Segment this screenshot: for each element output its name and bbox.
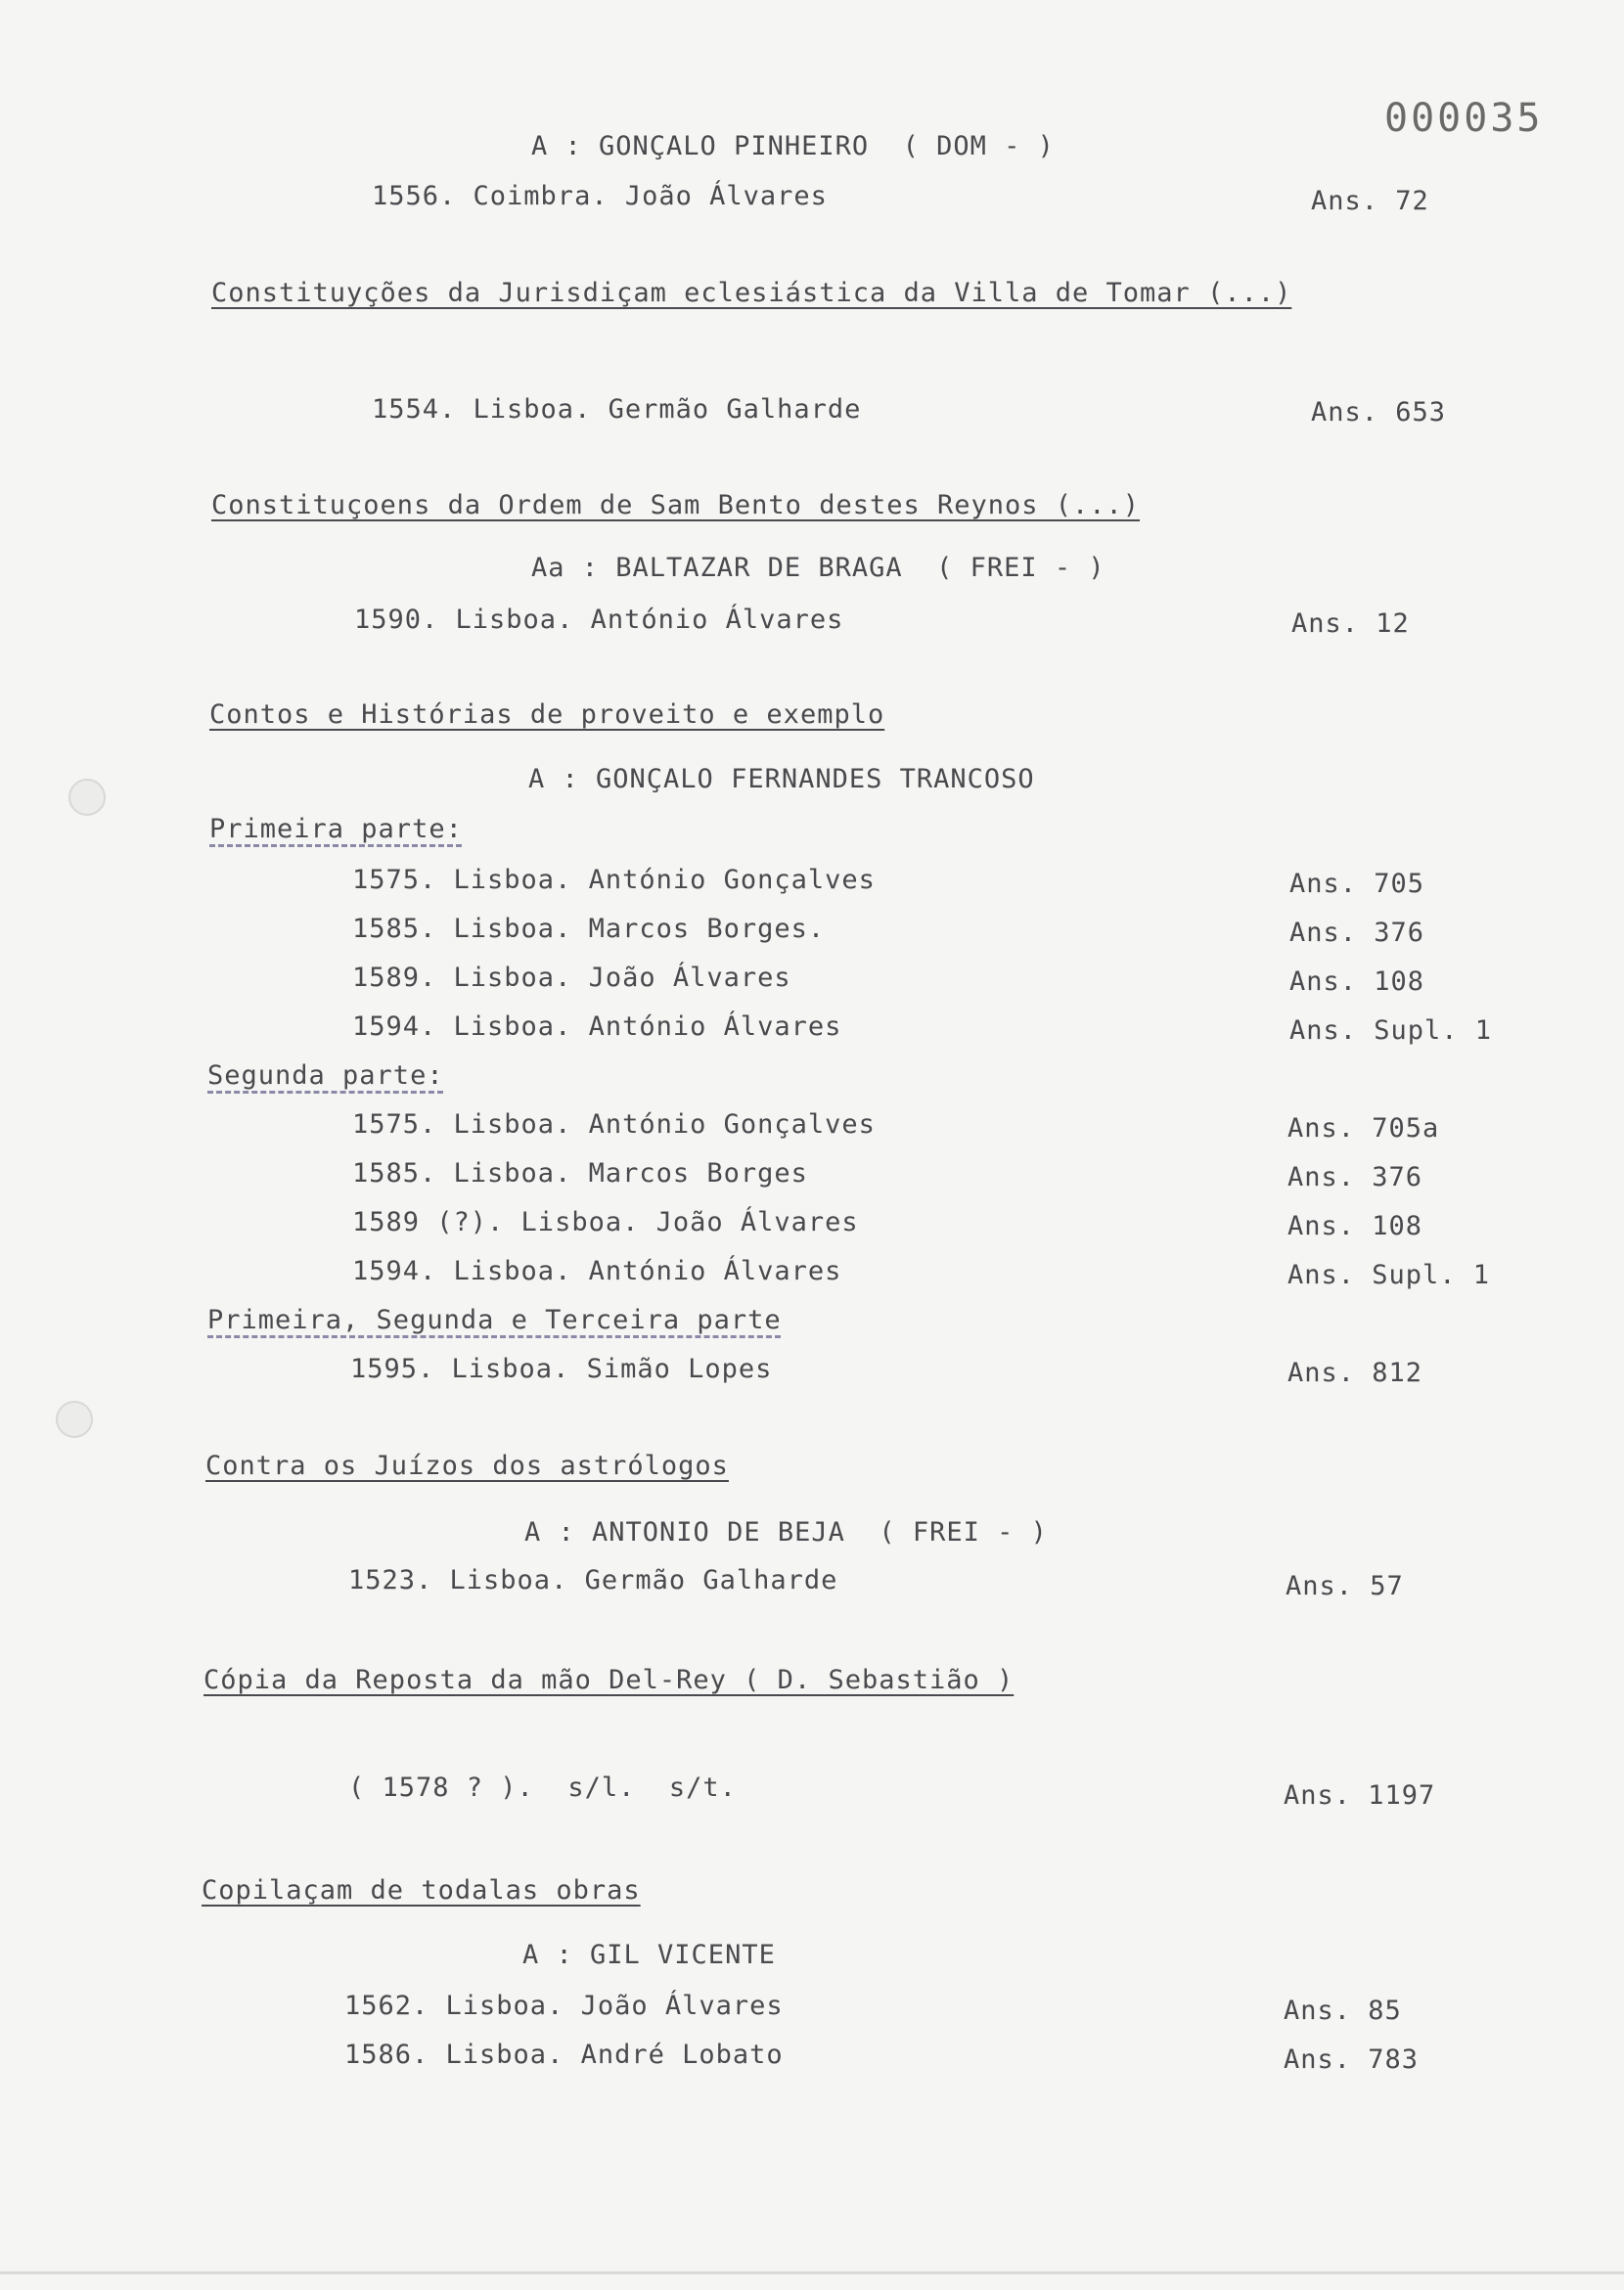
punch-hole-mark (56, 1401, 93, 1438)
reference-number: Ans. Supl. 1 (1287, 1260, 1491, 1290)
reference-number: Ans. Supl. 1 (1289, 1015, 1493, 1046)
edition-line: 1595. Lisboa. Simão Lopes (350, 1354, 773, 1384)
punch-hole-mark (68, 779, 106, 816)
reference-number: Ans. 72 (1311, 186, 1429, 216)
reference-number: Ans. 376 (1289, 918, 1425, 948)
reference-number: Ans. 705a (1287, 1113, 1440, 1144)
reference-number: Ans. 783 (1284, 2044, 1420, 2075)
work-title: Constituçoens da Ordem de Sam Bento destes Reynos (...) (211, 490, 1141, 520)
edition-line: 1590. Lisboa. António Álvares (354, 605, 844, 635)
edition-line: 1594. Lisboa. António Álvares (352, 1011, 842, 1042)
edition-line: 1594. Lisboa. António Álvares (352, 1256, 842, 1286)
work-title: Constituyções da Jurisdiçam eclesiástica da Villa de Tomar (...) (211, 278, 1292, 308)
work-title: Contra os Juízos dos astrólogos (205, 1451, 729, 1481)
author-line: A : GONÇALO PINHEIRO ( DOM - ) (531, 131, 1055, 161)
reference-number: Ans. 705 (1289, 869, 1425, 899)
edition-line: 1554. Lisboa. Germão Galharde (372, 394, 862, 425)
page-number: 000035 (1384, 96, 1544, 141)
edition-line: 1575. Lisboa. António Gonçalves (352, 865, 876, 895)
edition-line: 1589. Lisboa. João Álvares (352, 963, 791, 993)
edition-line: 1586. Lisboa. André Lobato (344, 2040, 784, 2070)
work-title: Cópia da Reposta da mão Del-Rey ( D. Sebastião ) (203, 1665, 1015, 1695)
part-heading: Primeira, Segunda e Terceira parte (207, 1305, 782, 1335)
edition-line: 1556. Coimbra. João Álvares (372, 181, 828, 211)
reference-number: Ans. 85 (1284, 1996, 1402, 2026)
author-line: Aa : BALTAZAR DE BRAGA ( FREI - ) (531, 553, 1105, 583)
edition-line: 1585. Lisboa. Marcos Borges (352, 1158, 808, 1189)
edition-line: 1562. Lisboa. João Álvares (344, 1991, 784, 2021)
edition-line: 1589 (?). Lisboa. João Álvares (352, 1207, 859, 1237)
work-title: Contos e Histórias de proveito e exemplo (209, 699, 885, 730)
edition-line: ( 1578 ? ). s/l. s/t. (348, 1773, 737, 1803)
author-line: A : GIL VICENTE (522, 1940, 776, 1970)
reference-number: Ans. 653 (1311, 397, 1447, 427)
edition-line: 1585. Lisboa. Marcos Borges. (352, 914, 826, 944)
reference-number: Ans. 1197 (1284, 1780, 1436, 1811)
reference-number: Ans. 12 (1291, 608, 1410, 639)
part-heading: Primeira parte: (209, 814, 463, 844)
reference-number: Ans. 376 (1287, 1162, 1423, 1192)
work-title: Copilaçam de todalas obras (202, 1875, 641, 1906)
reference-number: Ans. 812 (1287, 1358, 1423, 1388)
reference-number: Ans. 108 (1289, 966, 1425, 997)
author-line: A : GONÇALO FERNANDES TRANCOSO (528, 764, 1035, 794)
edition-line: 1575. Lisboa. António Gonçalves (352, 1109, 876, 1140)
reference-number: Ans. 108 (1287, 1211, 1423, 1241)
part-heading: Segunda parte: (207, 1060, 444, 1091)
reference-number: Ans. 57 (1286, 1571, 1404, 1601)
scan-edge (0, 2271, 1624, 2274)
author-line: A : ANTONIO DE BEJA ( FREI - ) (524, 1517, 1048, 1548)
edition-line: 1523. Lisboa. Germão Galharde (348, 1565, 838, 1595)
